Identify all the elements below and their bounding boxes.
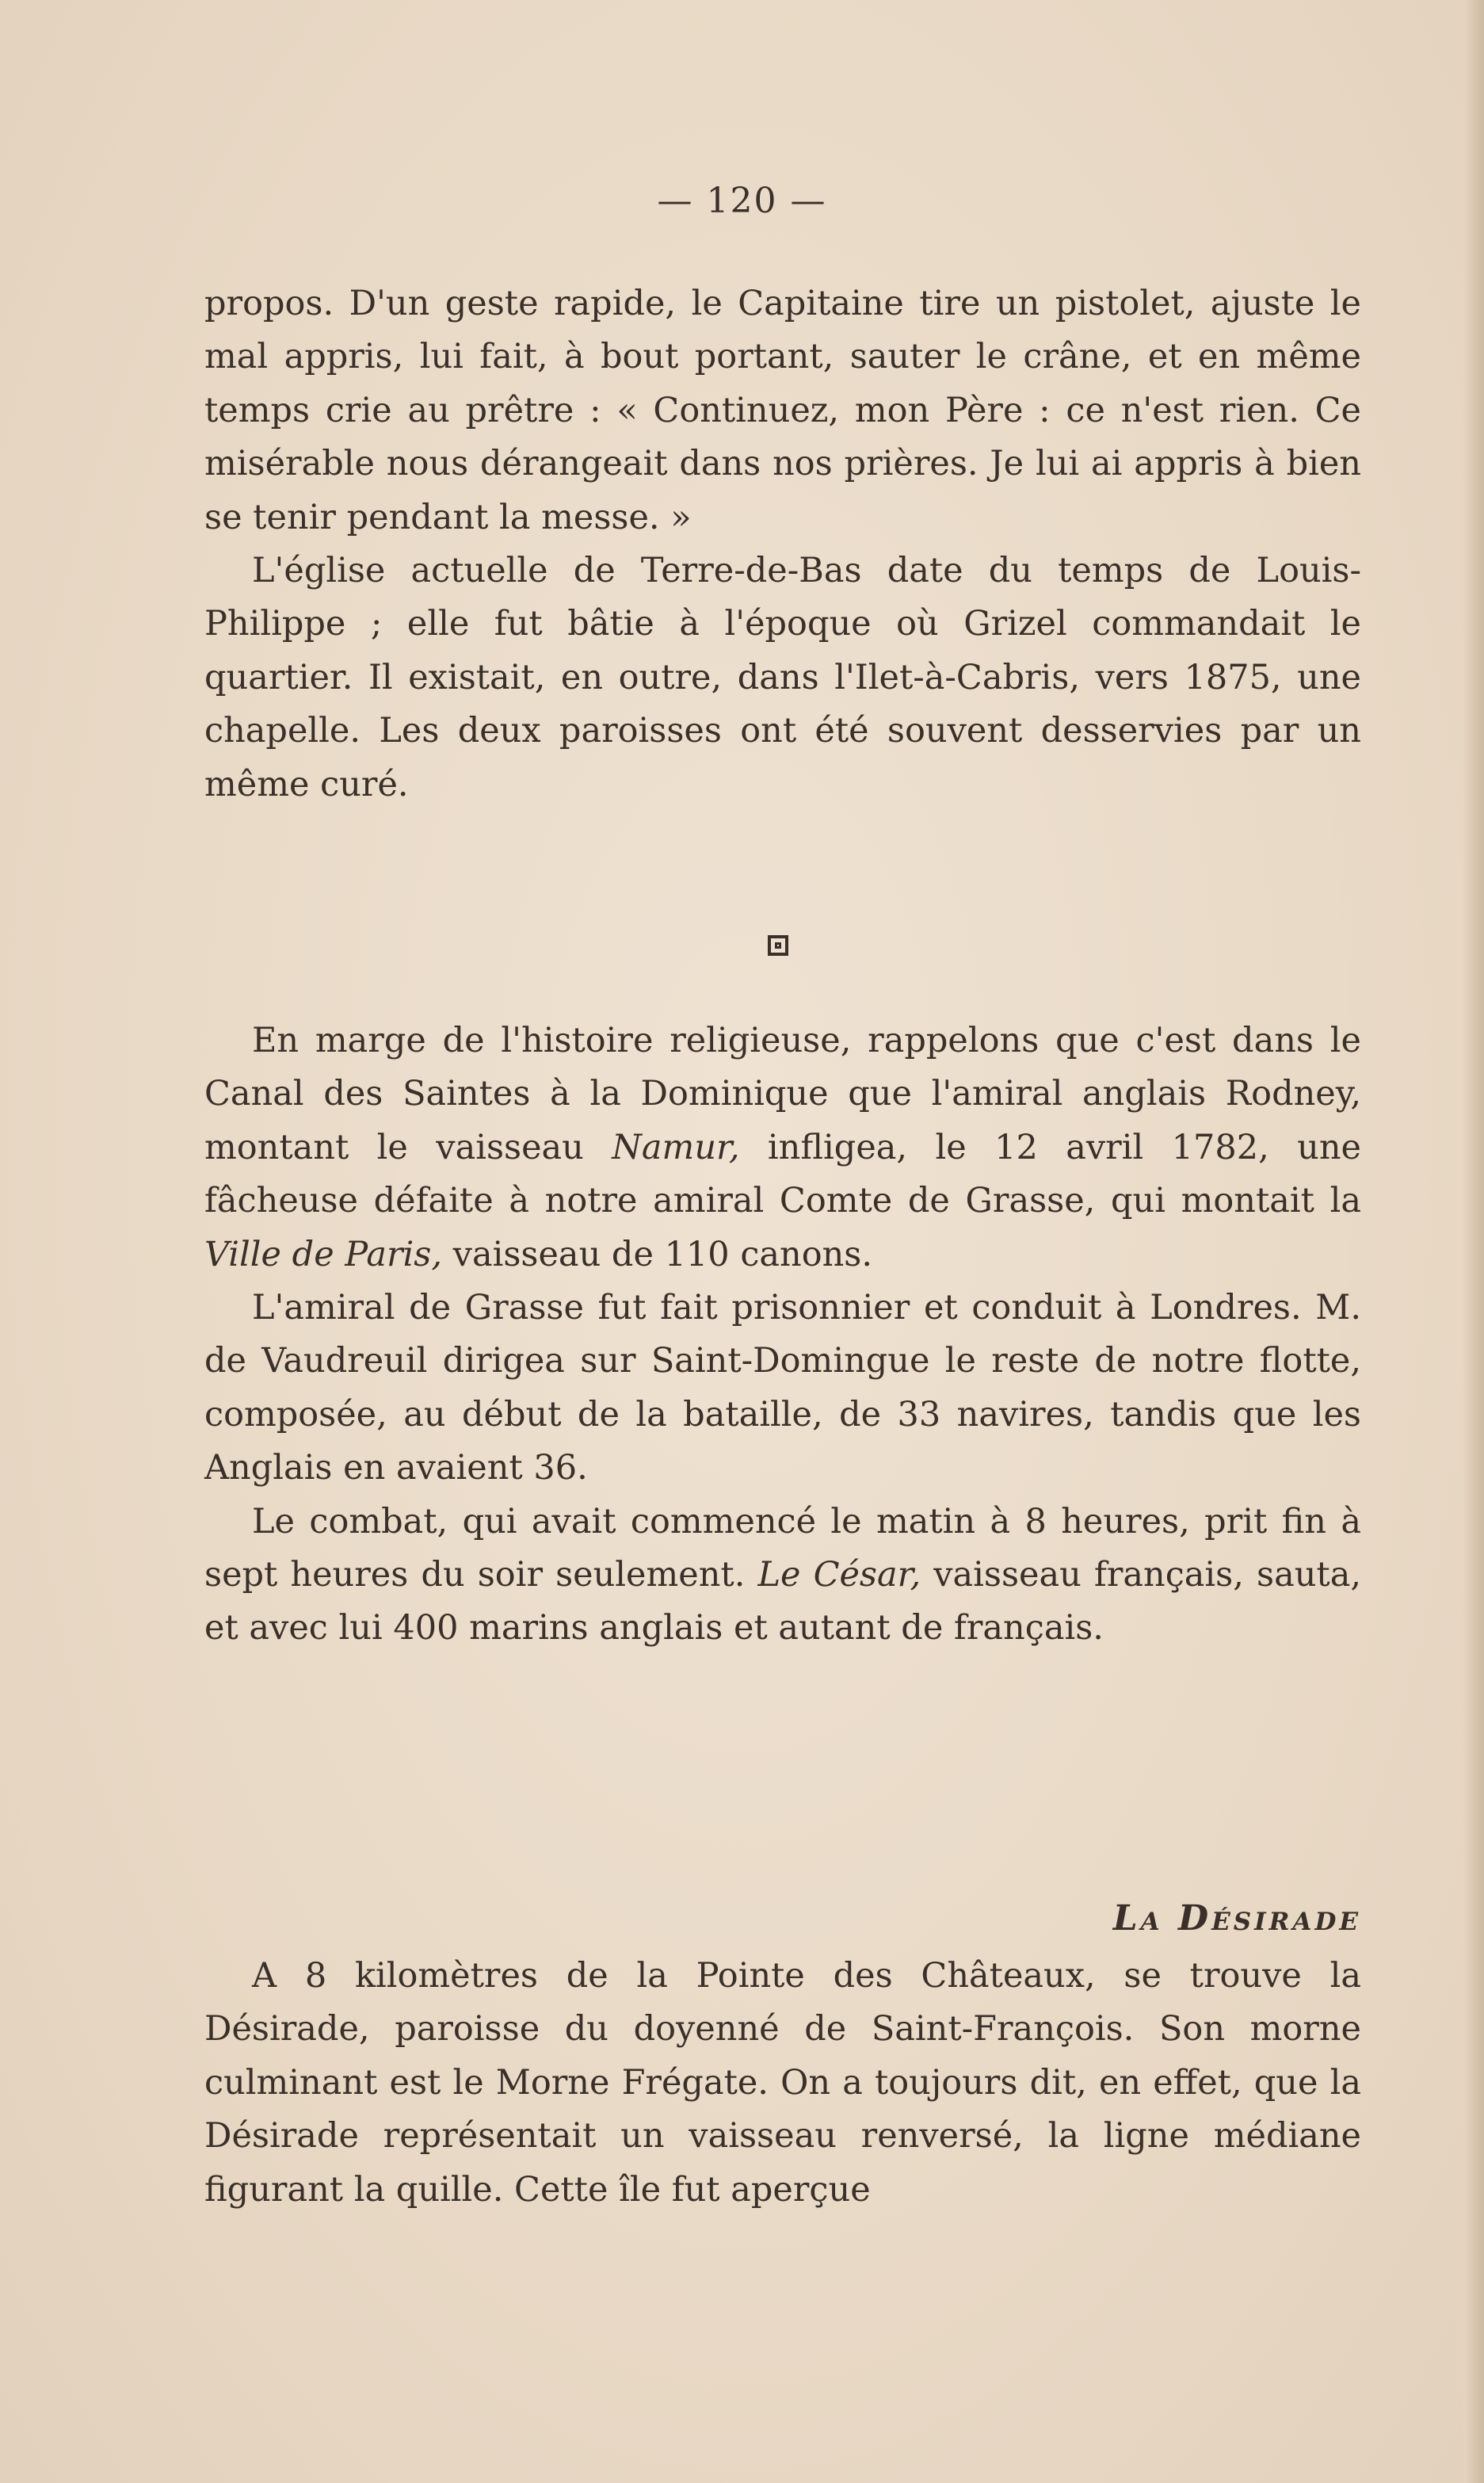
- paragraph-rodney: [204, 1014, 1361, 1282]
- text-block-bataille: [204, 1014, 1361, 1656]
- text-rodney-a: En marge de l'histoire religieuse, rappelons que c'est dans le Canal des Saintes à la Dominique que l'amiral anglais Rodney, montant le vaisseau: [204, 1021, 1361, 1167]
- ship-name-ville-de-paris: Ville de Paris,: [204, 1234, 442, 1274]
- text-combat-b: vaisseau français, sauta, et avec lui 400 marins anglais et autant de français.: [204, 1555, 1361, 1648]
- text-rodney-c: vaisseau de 110 canons.: [442, 1234, 873, 1274]
- section-heading: La Désirade: [1112, 1898, 1361, 1939]
- text-block-capitaine: [204, 277, 1361, 812]
- ship-name-le-cesar: Le César,: [757, 1555, 921, 1595]
- paragraph-de-grasse: L'amiral de Grasse fut fait prisonnier et conduit à Londres. M. de Vaudreuil dirigea sur Saint-Domingue le reste de notre flotte, composée, au début de la bataille, de 33 navires, tandis que les Anglais en avaient 36.: [204, 1288, 1361, 1488]
- text-rodney-b: infligea, le 12 avril 1782, une fâcheuse défaite à notre amiral Comte de Grasse, qui montait la: [204, 1127, 1361, 1221]
- paragraph-desirade: A 8 kilomètres de la Pointe des Châteaux, se trouve la Désirade, paroisse du doyenné de Saint-François. Son morne culminant est le Morne Frégate. On a toujours dit, en effet, que la Désirade représentait un vaisseau renversé, la ligne médiane figurant la quille. Cette île fut aperçue: [204, 1956, 1361, 2210]
- paragraph-combat: [204, 1496, 1361, 1656]
- ship-name-namur: Namur,: [612, 1127, 740, 1167]
- text-combat-a: Le combat, qui avait commencé le matin à 8 heures, prit fin à sept heures du soir seulement.: [204, 1501, 1361, 1595]
- page-number: — 120 —: [657, 181, 827, 221]
- paragraph-capitaine: propos. D'un geste rapide, le Capitaine tire un pistolet, ajuste le mal appris, lui fait, à bout portant, sauter le crâne, et en même temps crie au prêtre : « Continuez, mon Père : ce n'est rien. Ce misérable nous dérangeait dans nos prières. Je lui ai appris à bien se tenir pendant la messe. »: [204, 284, 1361, 537]
- page-edge: [1463, 0, 1484, 2483]
- paragraph-eglise: L'église actuelle de Terre-de-Bas date du temps de Louis-Philippe ; elle fut bâtie à l'époque où Grizel commandait le quartier. Il existait, en outre, dans l'Ilet-à-Cabris, vers 1875, une chapelle. Les deux paroisses ont été souvent desservies par un même curé.: [204, 551, 1361, 804]
- section-ornament-icon: [768, 935, 788, 956]
- text-block-desirade: [204, 1950, 1361, 2217]
